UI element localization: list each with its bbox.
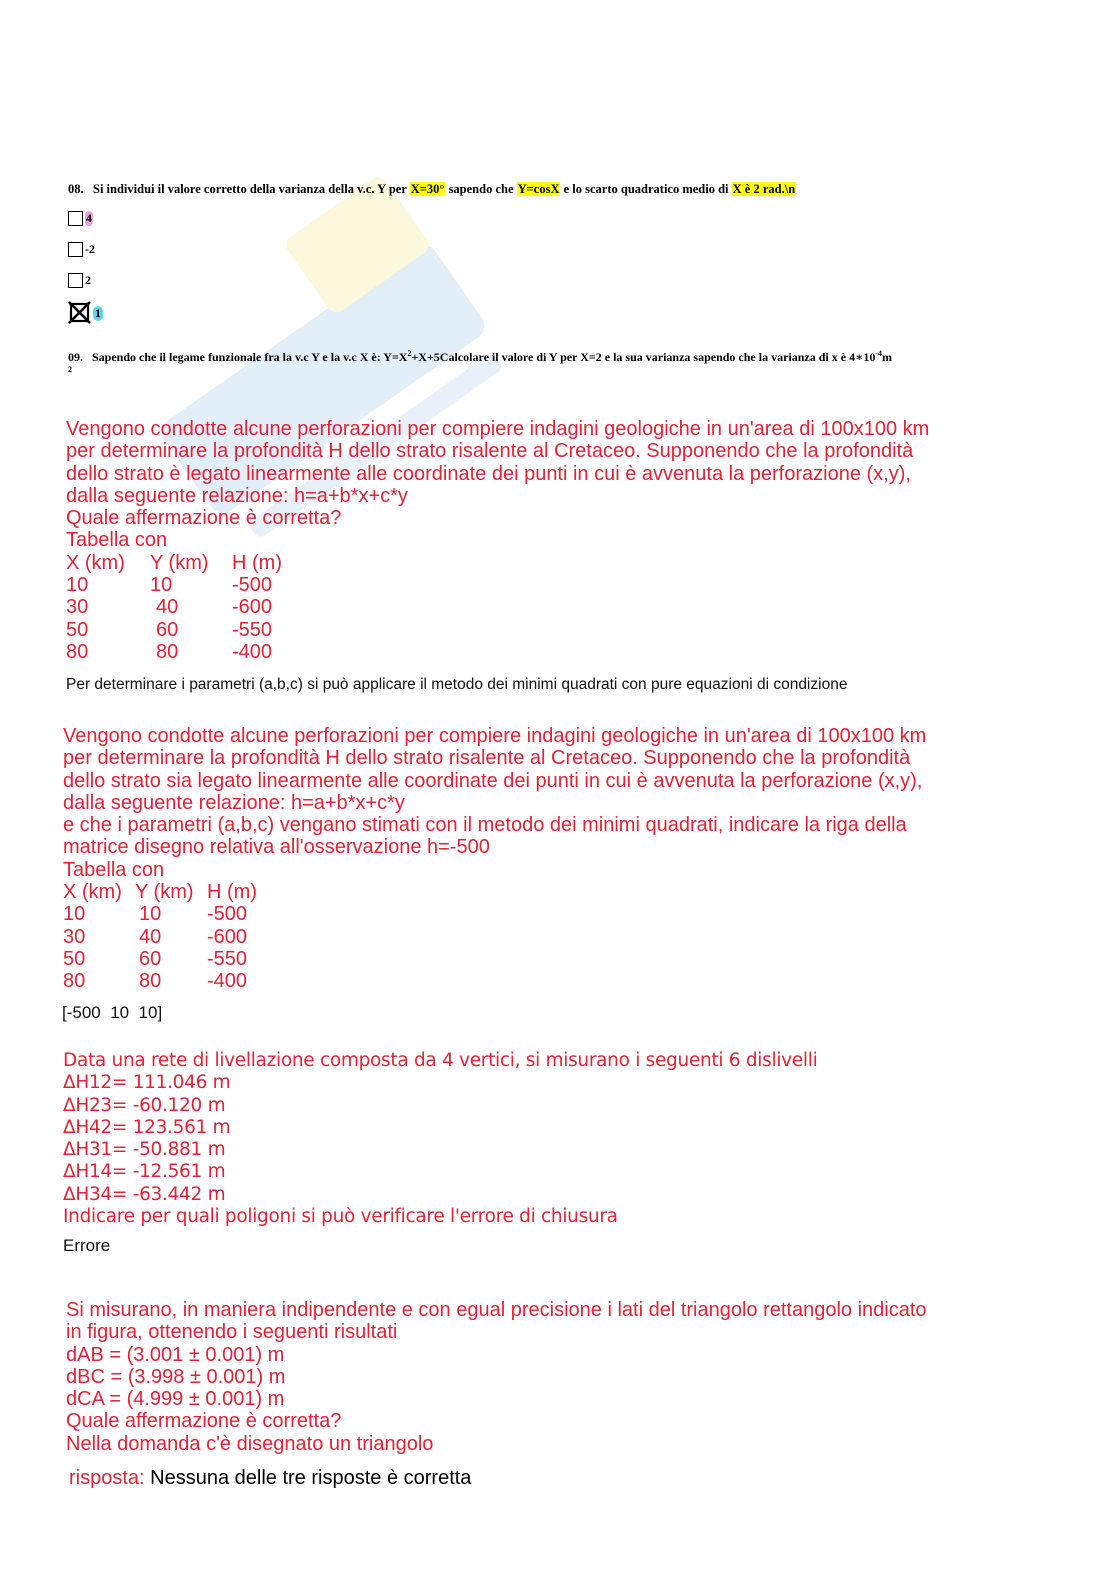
question-line: dCA = (4.999 ± 0.001) m [66,1388,285,1411]
option-label: -2 [85,242,95,256]
question-text: Si individui il valore corretto della varianza della v.c. Y per [93,182,410,196]
question-line: matrice disegno relativa all'osservazione h=-500 [63,836,490,859]
question-line: dalla seguente relazione: h=a+b*x+c*y [63,791,405,814]
table-row [63,948,926,970]
question-08-title [68,182,796,197]
question-text: +X+5Calcolare il valore di Y per X=2 e la sua varianza sapendo che la varianza di x è 4∗10 [411,350,876,364]
table-row [63,970,926,992]
table-row [63,926,926,948]
question-line: Indicare per quali poligoni si può verificare l'errore di chiusura [63,1206,618,1228]
question-line: Nella domanda c'è disegnato un triangolo [66,1432,434,1455]
question-line: ΔH23= -60.120 m [63,1094,226,1116]
answer-3: Errore [63,1236,111,1255]
question-line: Tabella con [66,529,168,552]
answer-4 [69,1467,471,1490]
table-cell: 60 [139,947,162,970]
table-header [63,881,926,903]
table-cell: -600 [207,925,248,948]
question-block-1 [66,418,929,663]
question-line: Vengono condotte alcune perforazioni per compiere indagini geologiche in un'area di 100x100 km [63,725,927,747]
question-number: 08. [68,182,84,196]
highlight-x30: X=30° [410,182,445,196]
question-block-2 [63,725,926,993]
table-cell: 10 [63,903,86,926]
question-number: 09. [68,350,83,364]
table-cell: X (km) [63,881,122,904]
highlight-ycosx: Y=cosX [517,182,560,196]
table-cell: -550 [232,618,273,641]
option-label: 1 [95,305,101,320]
table-cell: -400 [207,970,248,993]
table-cell: 10 [66,574,89,597]
table-cell: 30 [66,596,89,619]
table-cell: -500 [232,574,273,597]
question-line: Vengono condotte alcune perforazioni per compiere indagini geologiche in un'area di 100x100 km [66,418,930,440]
table-cell: 40 [139,925,162,948]
question-line: e che i parametri (a,b,c) vengano stimati con il metodo dei minimi quadrati, indicare la riga della [63,814,907,837]
answer-2: [-500 10 10] [62,1003,163,1022]
superscript: 2 [407,349,412,358]
question-line: dBC = (3.998 ± 0.001) m [66,1365,286,1388]
question-line: ΔH31= -50.881 m [63,1139,226,1161]
table-cell: 30 [63,925,86,948]
table-row [66,596,929,618]
checked-box-icon[interactable] [68,301,92,325]
question-line: ΔH42= 123.561 m [63,1116,231,1138]
table-cell: -550 [207,947,248,970]
table-cell: 80 [139,970,162,993]
table-cell: -400 [232,640,273,663]
question-line: per determinare la profondità H dello strato risalente al Cretaceo. Supponendo che la profondità [63,747,911,770]
question-block-3 [63,1050,817,1228]
question-line: Si misurano, in maniera indipendente e con egual precisione i lati del triangolo rettangolo indicato [66,1299,927,1321]
table-cell: 80 [63,970,86,993]
question-text: m [882,350,893,364]
table-cell: Y (km) [135,881,194,904]
table-cell: -500 [207,903,248,926]
option-label: 4 [86,211,92,225]
question-line: ΔH14= -12.561 m [63,1161,226,1183]
question-09-title [68,349,892,365]
table-cell: 50 [63,947,86,970]
superscript: -4 [875,349,883,358]
table-row [66,574,929,596]
table-cell: 10 [150,574,173,597]
question-line: Tabella con [63,858,165,881]
option-3[interactable] [68,273,91,288]
checkbox[interactable] [68,273,83,288]
answer-text: Nessuna delle tre risposte è corretta [150,1467,472,1489]
table-row [63,903,926,925]
question-line: dAB = (3.001 ± 0.001) m [66,1343,285,1366]
question-line: dello strato sia legato linearmente alle coordinate dei punti in cui è avvenuta la perforazione (x,y), [63,769,923,792]
table-header [66,552,929,574]
question-text: Sapendo che il legame funzionale fra la v.c Y e la v.c X è: Y=X [92,350,408,364]
table-cell: 60 [156,618,179,641]
table-cell: H (m) [207,881,257,904]
question-line: dalla seguente relazione: h=a+b*x+c*y [66,484,408,507]
question-block-4 [66,1299,927,1455]
checkbox[interactable] [68,211,83,226]
checkbox[interactable] [68,242,83,257]
question-text: sapendo che [445,182,517,196]
question-line: ΔH12= 111.046 m [63,1072,231,1094]
table-cell: 10 [139,903,162,926]
table-row [66,641,929,663]
answer-label: risposta: [69,1467,145,1489]
question-line: in figura, ottenendo i seguenti risultati [66,1321,398,1344]
question-line: Quale affermazione è corretta? [66,1410,342,1433]
table-row [66,619,929,641]
table-cell: -600 [232,596,273,619]
highlight-x2rad: X è 2 rad.\n [732,182,796,196]
question-line: per determinare la profondità H dello strato risalente al Cretaceo. Supponendo che la profondità [66,440,914,463]
option-1[interactable] [68,211,93,226]
table-cell: X (km) [66,551,125,574]
option-4-checked[interactable] [68,301,103,325]
question-line: Quale affermazione è corretta? [66,507,342,530]
table-cell: 40 [156,596,179,619]
question-line: ΔH34= -63.442 m [63,1183,226,1205]
question-line: Data una rete di livellazione composta da 4 vertici, si misurano i seguenti 6 dislivelli [63,1050,818,1071]
answer-1: Per determinare i parametri (a,b,c) si può applicare il metodo dei minimi quadrati con pure equazioni di condizione [66,676,848,693]
subscript: 2 [68,365,72,374]
question-line: dello strato è legato linearmente alle coordinate dei punti in cui è avvenuta la perforazione (x,y), [66,462,911,485]
table-cell: H (m) [232,551,282,574]
table-cell: Y (km) [150,551,209,574]
table-cell: 80 [156,640,179,663]
question-text: e lo scarto quadratico medio di [560,182,732,196]
table-cell: 80 [66,640,89,663]
option-2[interactable] [68,242,95,257]
option-label: 2 [85,273,91,287]
table-cell: 50 [66,618,89,641]
